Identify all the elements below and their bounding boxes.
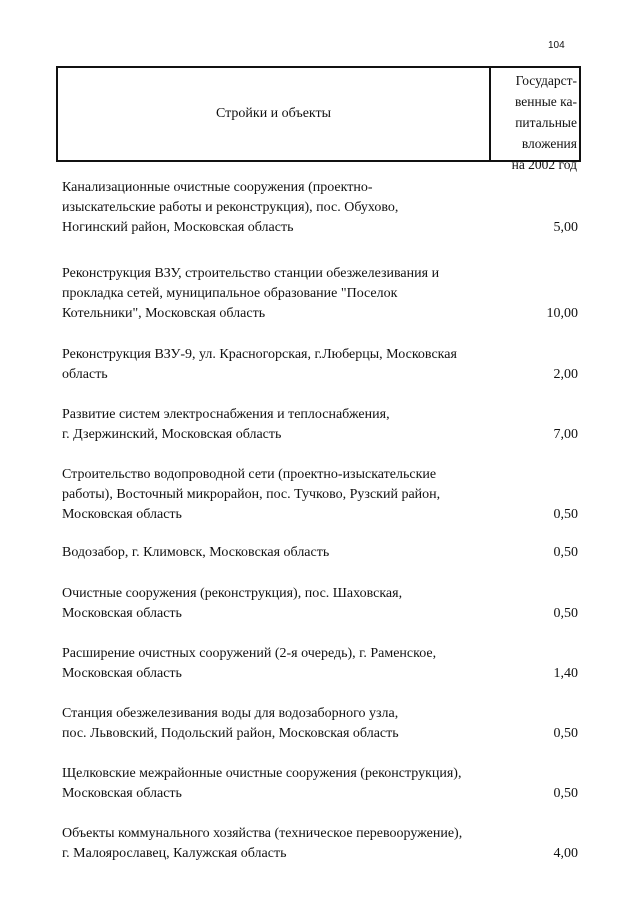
- entry-line: прокладка сетей, муниципальное образование "Поселок: [62, 286, 398, 301]
- entry-line: Реконструкция ВЗУ-9, ул. Красногорская, г.Люберцы, Московская: [62, 347, 457, 362]
- entry-line: Очистные сооружения (реконструкция), пос. Шаховская,: [62, 586, 403, 601]
- entry-description: [62, 345, 522, 385]
- entry-line: Водозабор, г. Климовск, Московская область: [62, 545, 330, 560]
- entry-line: Объекты коммунального хозяйства (техническое перевооружение),: [62, 826, 463, 841]
- entry-line: Московская область: [62, 606, 182, 621]
- table-row: [62, 345, 580, 385]
- entry-line: Расширение очистных сооружений (2-я очередь), г. Раменское,: [62, 646, 437, 661]
- investments-label-line: Государст-: [515, 73, 577, 88]
- entry-description: [62, 264, 522, 324]
- entry-line: г. Дзержинский, Московская область: [62, 427, 282, 442]
- entry-line: работы), Восточный микрорайон, пос. Тучково, Рузский район,: [62, 487, 441, 502]
- entry-line: Реконструкция ВЗУ, строительство станции обезжелезивания и: [62, 266, 440, 281]
- table-row: [62, 824, 580, 864]
- table-header: [56, 66, 581, 172]
- entry-value: 7,00: [553, 427, 578, 442]
- entry-value: 10,00: [546, 306, 578, 321]
- entry-value: 1,40: [553, 666, 578, 681]
- entry-line: Станция обезжелезивания воды для водозаборного узла,: [62, 706, 399, 721]
- entry-description: [62, 824, 522, 864]
- entry-line: пос. Львовский, Подольский район, Московская область: [62, 726, 399, 741]
- objects-column-header: [58, 68, 491, 160]
- entry-value: 0,50: [553, 786, 578, 801]
- entry-line: изыскательские работы и реконструкция), пос. Обухово,: [62, 200, 399, 215]
- entry-line: Котельники", Московская область: [62, 306, 266, 321]
- entry-line: область: [62, 367, 108, 382]
- entry-value: 0,50: [553, 726, 578, 741]
- table-row: [62, 584, 580, 624]
- entry-line: Московская область: [62, 507, 182, 522]
- entry-value: 0,50: [553, 507, 578, 522]
- investments-column-header: [491, 68, 579, 172]
- entry-line: Развитие систем электроснабжения и теплоснабжения,: [62, 407, 390, 422]
- entry-description: [62, 405, 522, 445]
- objects-column-label: Стройки и объекты: [215, 106, 332, 121]
- entry-value: 0,50: [553, 606, 578, 621]
- entry-description: [62, 543, 522, 563]
- entry-line: Ногинский район, Московская область: [62, 220, 294, 235]
- table-row: [62, 178, 580, 238]
- entry-line: Канализационные очистные сооружения (проектно-: [62, 180, 373, 195]
- table-row: [62, 543, 580, 563]
- entry-value: 0,50: [553, 545, 578, 560]
- entry-line: Строительство водопроводной сети (проектно-изыскательские: [62, 467, 437, 482]
- entry-description: [62, 178, 522, 238]
- table-row: [62, 704, 580, 744]
- entry-value: 4,00: [553, 846, 578, 861]
- table-row: [62, 405, 580, 445]
- entry-value: 2,00: [553, 367, 578, 382]
- table-row: [62, 264, 580, 324]
- entry-line: Московская область: [62, 666, 182, 681]
- table-row: [62, 644, 580, 684]
- entry-line: Московская область: [62, 786, 182, 801]
- entry-value: 5,00: [553, 220, 578, 235]
- entry-description: [62, 764, 522, 804]
- entry-description: [62, 465, 522, 525]
- page-number: 104: [548, 40, 565, 51]
- entry-line: Щелковские межрайонные очистные сооружения (реконструкция),: [62, 766, 462, 781]
- entry-description: [62, 584, 522, 624]
- entry-description: [62, 644, 522, 684]
- investments-label-line: питальные: [515, 115, 577, 130]
- investments-label-line: венные ка-: [514, 94, 577, 109]
- table-row: [62, 465, 580, 525]
- entry-line: г. Малоярославец, Калужская область: [62, 846, 287, 861]
- entry-description: [62, 704, 522, 744]
- investments-label-line: на 2002 год: [511, 157, 577, 172]
- table-row: [62, 764, 580, 804]
- investments-label-line: вложения: [521, 136, 577, 151]
